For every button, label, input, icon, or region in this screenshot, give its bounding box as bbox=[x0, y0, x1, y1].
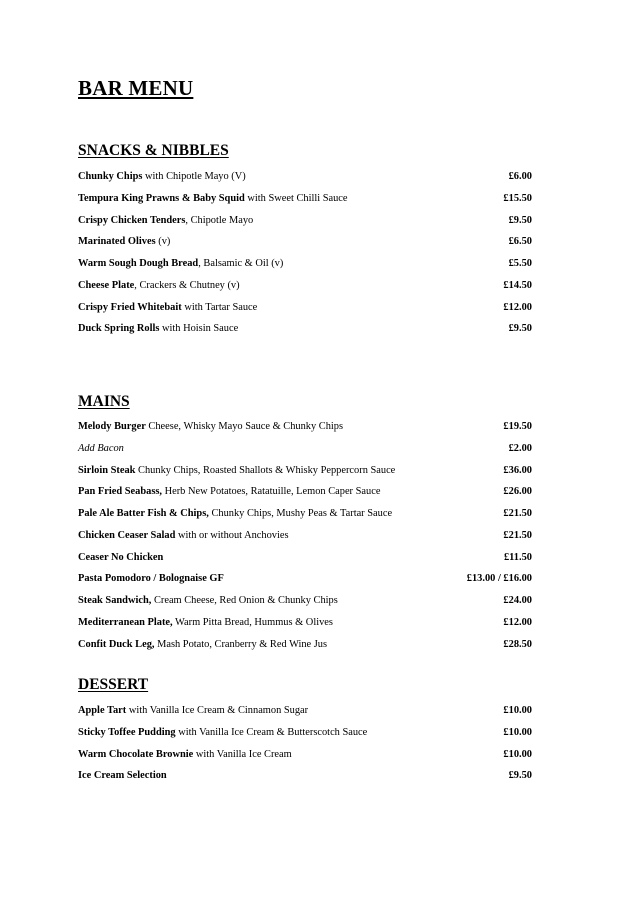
menu-item-price: £14.50 bbox=[503, 279, 532, 291]
menu-item bbox=[78, 503, 534, 525]
menu-item-price: £24.00 bbox=[503, 595, 532, 606]
menu-item bbox=[78, 253, 534, 275]
menu-item bbox=[78, 722, 534, 744]
menu-item-details: Chunky Chips, Roasted Shallots & Whisky Peppercorn Sauce bbox=[135, 464, 396, 476]
menu-item bbox=[78, 297, 534, 319]
menu-item bbox=[78, 481, 534, 503]
menu-item-description bbox=[78, 568, 224, 590]
menu-item-details: (v) bbox=[155, 236, 171, 248]
menu-item-description bbox=[78, 481, 380, 503]
menu-item-details: Mash Potato, Cranberry & Red Wine Jus bbox=[154, 638, 328, 650]
menu-item-details: with Chipotle Mayo (V) bbox=[142, 171, 246, 182]
menu-item-details: with Hoisin Sauce bbox=[159, 323, 239, 335]
menu-item-details: , Crackers & Chutney (v) bbox=[134, 279, 240, 291]
menu-item-name: Pasta Pomodoro / Bolognaise GF bbox=[78, 573, 224, 585]
menu-item-name: Cheese Plate bbox=[78, 279, 135, 291]
menu-item-details: with Vanilla Ice Cream bbox=[193, 748, 292, 760]
menu-item-description bbox=[78, 744, 292, 766]
menu-item-price: £5.50 bbox=[508, 258, 532, 269]
menu-item-details: Cheese, Whisky Mayo Sauce & Chunky Chips bbox=[145, 421, 344, 432]
menu-item-name: Ceaser No Chicken bbox=[78, 551, 164, 563]
menu-item-details: with Sweet Chilli Sauce bbox=[244, 192, 348, 204]
menu-item-price: £28.50 bbox=[503, 638, 532, 650]
menu-item-details: Warm Pitta Bread, Hummus & Olives bbox=[172, 616, 333, 628]
menu-item-description bbox=[78, 166, 246, 188]
menu-item bbox=[78, 568, 534, 590]
menu-item bbox=[78, 590, 534, 612]
menu-item bbox=[78, 275, 534, 297]
menu-item-description bbox=[78, 722, 367, 744]
menu-item bbox=[78, 438, 534, 460]
menu-item-price: £6.50 bbox=[508, 236, 532, 248]
menu-item-price: £21.50 bbox=[503, 529, 532, 541]
menu-item-price: £9.50 bbox=[508, 770, 532, 782]
menu-item-name: Sticky Toffee Pudding bbox=[78, 726, 176, 738]
menu-item-description bbox=[78, 416, 343, 438]
menu-item bbox=[78, 700, 534, 722]
menu-item bbox=[78, 416, 534, 438]
menu-item-description bbox=[78, 460, 395, 482]
menu-item-price: £10.00 bbox=[503, 726, 532, 738]
menu-item-price: £6.00 bbox=[508, 171, 532, 182]
menu-item-price: £10.00 bbox=[503, 705, 532, 716]
menu-item-price: £13.00 / £16.00 bbox=[466, 573, 532, 585]
menu-item-details: with Vanilla Ice Cream & Butterscotch Sauce bbox=[175, 726, 368, 738]
menu-item-name: Warm Sough Dough Bread bbox=[78, 258, 199, 269]
menu-item-price: £21.50 bbox=[503, 508, 532, 519]
menu-item-price: £15.50 bbox=[503, 192, 532, 204]
menu-item-details: , Chipotle Mayo bbox=[185, 214, 254, 226]
menu-item-details: with Vanilla Ice Cream & Cinnamon Sugar bbox=[126, 705, 309, 716]
section-title-mains: MAINS bbox=[78, 393, 130, 410]
menu-item-details: Cream Cheese, Red Onion & Chunky Chips bbox=[151, 595, 338, 606]
menu-item-price: £12.00 bbox=[503, 616, 532, 628]
page-title: BAR MENU bbox=[78, 76, 194, 100]
menu-item-price: £11.50 bbox=[503, 551, 532, 563]
menu-item-name: Chicken Ceaser Salad bbox=[78, 529, 176, 541]
menu-item-description bbox=[78, 210, 253, 232]
menu-item-name: Sirloin Steak bbox=[78, 464, 136, 476]
section-title-snacks: SNACKS & NIBBLES bbox=[78, 142, 229, 159]
menu-item-description bbox=[78, 438, 124, 460]
menu-item-description bbox=[78, 612, 333, 634]
menu-item-description bbox=[78, 765, 167, 787]
menu-item-description bbox=[78, 231, 170, 253]
menu-item-description bbox=[78, 297, 257, 319]
menu-item bbox=[78, 231, 534, 253]
menu-item bbox=[78, 525, 534, 547]
menu-item-price: £26.00 bbox=[503, 486, 532, 498]
menu-item-description bbox=[78, 318, 238, 340]
menu-item-price: £36.00 bbox=[503, 464, 532, 476]
section-items-dessert bbox=[78, 700, 534, 787]
menu-item-details: Chunky Chips, Mushy Peas & Tartar Sauce bbox=[208, 508, 393, 519]
menu-item-name: Crispy Fried Whitebait bbox=[78, 301, 182, 313]
menu-item-price: £12.00 bbox=[503, 301, 532, 313]
menu-item-details: Herb New Potatoes, Ratatuille, Lemon Caper Sauce bbox=[162, 486, 381, 498]
menu-item-name: Chunky Chips bbox=[78, 171, 143, 182]
menu-item-description bbox=[78, 188, 348, 210]
menu-item-name: Pan Fried Seabass, bbox=[78, 486, 162, 498]
menu-item bbox=[78, 460, 534, 482]
menu-item-name: Mediterranean Plate, bbox=[78, 616, 173, 628]
menu-item-description bbox=[78, 525, 289, 547]
menu-item-name: Melody Burger bbox=[78, 421, 146, 432]
menu-item bbox=[78, 612, 534, 634]
section-title-dessert: DESSERT bbox=[78, 676, 149, 693]
menu-item bbox=[78, 634, 534, 656]
menu-item-name: Pale Ale Batter Fish & Chips, bbox=[78, 508, 209, 519]
menu-item bbox=[78, 547, 534, 569]
menu-item bbox=[78, 318, 534, 340]
menu-item-description bbox=[78, 547, 163, 569]
menu-item-description bbox=[78, 503, 392, 525]
menu-item-name: Ice Cream Selection bbox=[78, 770, 167, 782]
menu-item-name: Marinated Olives bbox=[78, 236, 156, 248]
menu-item-price: £9.50 bbox=[508, 214, 532, 226]
menu-item bbox=[78, 210, 534, 232]
menu-item-price: £10.00 bbox=[503, 748, 532, 760]
menu-item bbox=[78, 744, 534, 766]
menu-item-name: Warm Chocolate Brownie bbox=[78, 748, 194, 760]
menu-item-description bbox=[78, 253, 283, 275]
menu-item-name: Duck Spring Rolls bbox=[78, 323, 160, 335]
menu-item bbox=[78, 765, 534, 787]
menu-item-name: Steak Sandwich, bbox=[78, 595, 152, 606]
menu-item-details: with Tartar Sauce bbox=[181, 301, 258, 313]
menu-item-details: with or without Anchovies bbox=[175, 529, 289, 541]
menu-item-price: £19.50 bbox=[503, 421, 532, 432]
section-items-mains bbox=[78, 416, 534, 655]
menu-item-description bbox=[78, 634, 327, 656]
menu-item-description bbox=[78, 275, 240, 297]
menu-item-description bbox=[78, 700, 308, 722]
menu-item-name: Apple Tart bbox=[78, 705, 127, 716]
menu-item-name: Tempura King Prawns & Baby Squid bbox=[78, 192, 245, 204]
menu-item bbox=[78, 188, 534, 210]
menu-item bbox=[78, 166, 534, 188]
menu-item-name: Add Bacon bbox=[78, 442, 124, 454]
menu-item-price: £2.00 bbox=[508, 442, 532, 454]
menu-item-name: Confit Duck Leg, bbox=[78, 638, 155, 650]
menu-item-name: Crispy Chicken Tenders bbox=[78, 214, 186, 226]
menu-item-details: , Balsamic & Oil (v) bbox=[198, 258, 284, 269]
menu-item-description bbox=[78, 590, 338, 612]
menu-item-price: £9.50 bbox=[508, 323, 532, 335]
section-items-snacks bbox=[78, 166, 534, 340]
